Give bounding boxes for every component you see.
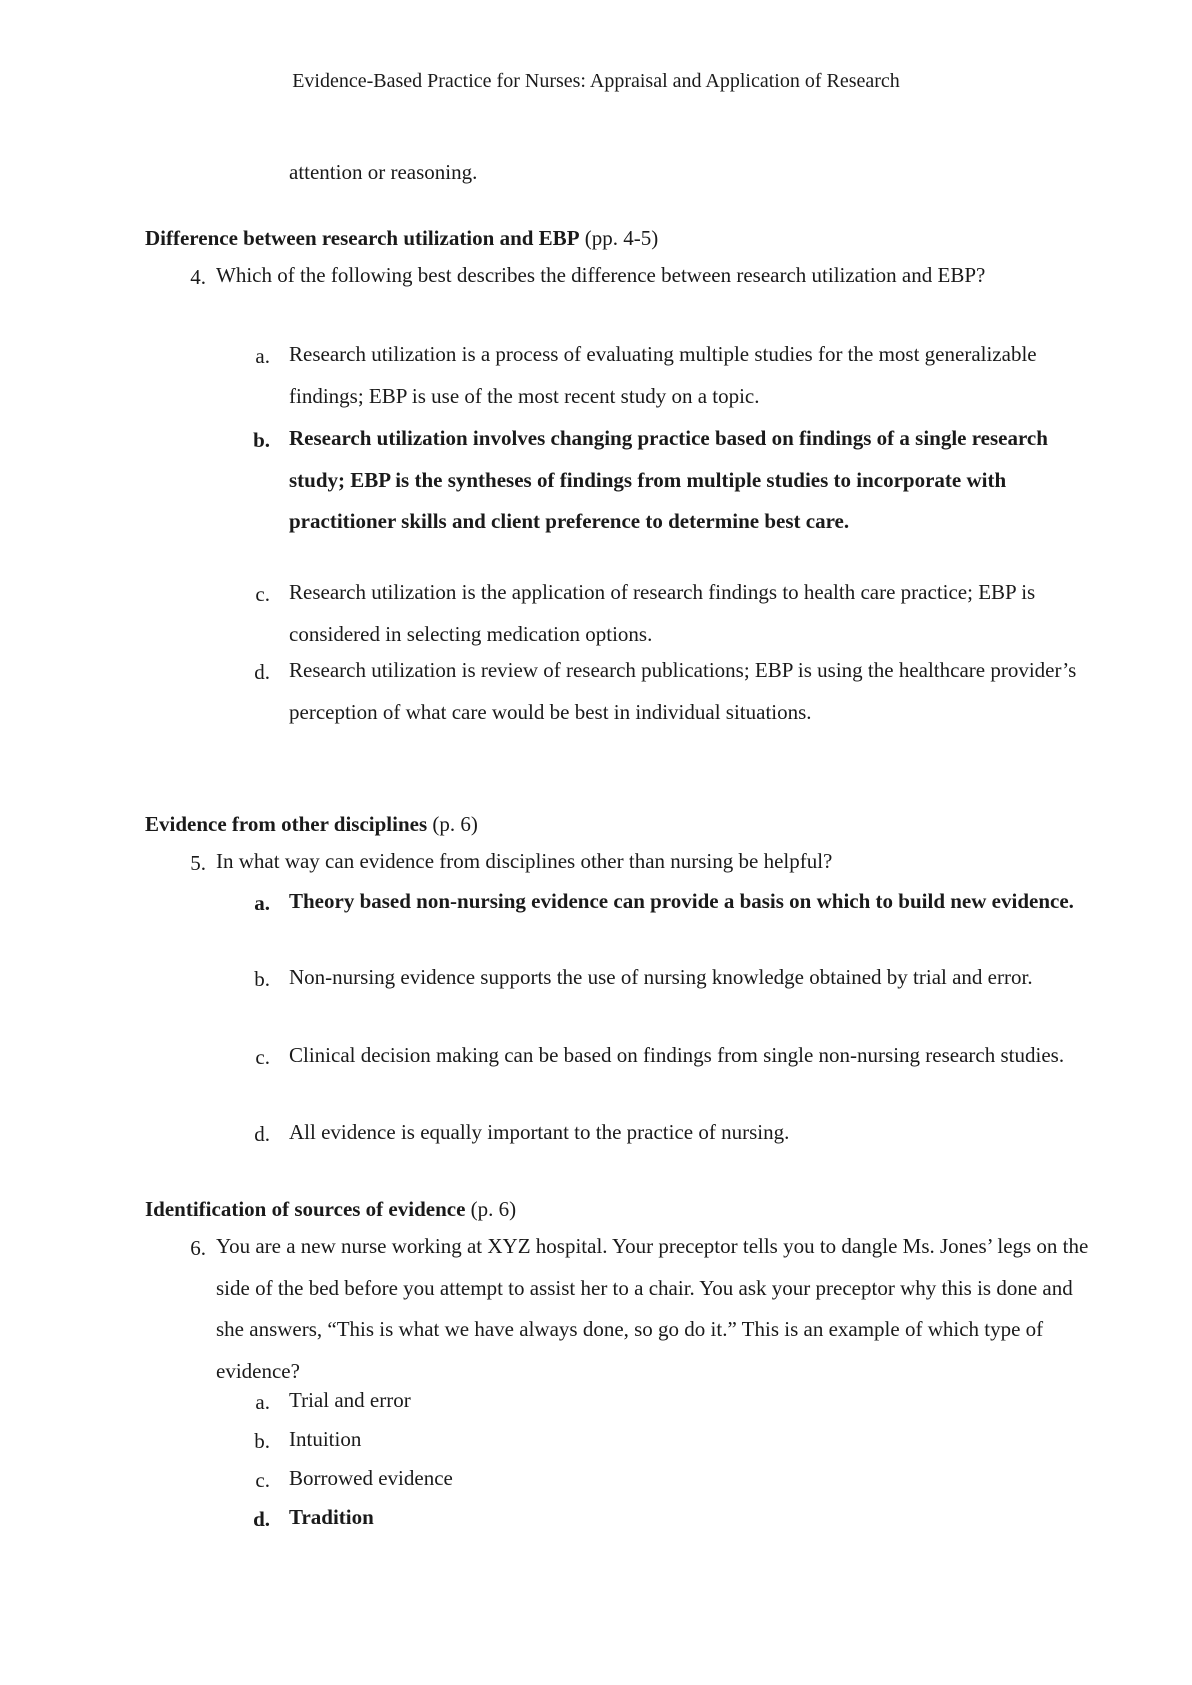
option-letter: c. bbox=[255, 1468, 270, 1492]
option-letter: c. bbox=[255, 582, 270, 606]
option-letter-correct: b. bbox=[253, 428, 270, 452]
option-letter: d. bbox=[254, 1122, 270, 1146]
option-text: All evidence is equally important to the practice of nursing. bbox=[289, 1120, 790, 1144]
option-letter: a. bbox=[255, 1390, 270, 1414]
option-letter: c. bbox=[255, 1045, 270, 1069]
running-header: Evidence-Based Practice for Nurses: Appraisal and Application of Research bbox=[292, 70, 900, 92]
option-letter: a. bbox=[255, 344, 270, 368]
section-heading-pages: (pp. 4-5) bbox=[579, 226, 659, 250]
section-heading-title: Evidence from other disciplines bbox=[145, 812, 428, 836]
option-text: Research utilization is a process of evaluating multiple studies for the most generalizable findings; EBP is use of the most recent study on a topic. bbox=[289, 342, 1037, 408]
question-number: 6. bbox=[190, 1236, 206, 1260]
option-text: Clinical decision making can be based on findings from single non-nursing research studies. bbox=[289, 1043, 1065, 1067]
section-heading-pages: (p. 6) bbox=[465, 1197, 517, 1221]
section-heading bbox=[145, 226, 658, 251]
option-text: Research utilization is review of research publications; EBP is using the healthcare provider’s perception of what care would be best in individual situations. bbox=[289, 658, 1077, 724]
question-number: 4. bbox=[190, 265, 206, 289]
option-letter: b. bbox=[254, 1429, 270, 1453]
option-text: Non-nursing evidence supports the use of nursing knowledge obtained by trial and error. bbox=[289, 965, 1033, 989]
continued-text: attention or reasoning. bbox=[289, 160, 478, 184]
question-number: 5. bbox=[190, 851, 206, 875]
option-letter: d. bbox=[254, 660, 270, 684]
option-text: Intuition bbox=[289, 1427, 362, 1451]
option-text: Trial and error bbox=[289, 1388, 411, 1412]
option-text-correct: Research utilization involves changing practice based on findings of a single research study; EBP is the syntheses of findings from multiple studies to incorporate with practitioner skills and client preference to determine best care. bbox=[289, 426, 1048, 533]
section-heading-pages: (p. 6) bbox=[427, 812, 478, 836]
option-text: Borrowed evidence bbox=[289, 1466, 453, 1490]
section-heading bbox=[145, 812, 478, 837]
section-heading-title: Identification of sources of evidence bbox=[145, 1197, 466, 1221]
option-letter-correct: d. bbox=[253, 1507, 270, 1531]
section-heading bbox=[145, 1197, 516, 1222]
option-text: Research utilization is the application of research findings to health care practice; EBP is considered in selecting medication options. bbox=[289, 580, 1036, 646]
option-letter: b. bbox=[254, 967, 270, 991]
option-text-correct: Theory based non-nursing evidence can provide a basis on which to build new evidence. bbox=[289, 889, 1074, 913]
section-heading-title: Difference between research utilization and EBP bbox=[145, 226, 580, 250]
question-text: You are a new nurse working at XYZ hospital. Your preceptor tells you to dangle Ms. Jones’ legs on the side of the bed before you attempt to assist her to a chair. You ask your preceptor why this is done and she answers, “This is what we have always done, so go do it.” This is an example of which type of evidence? bbox=[216, 1234, 1089, 1383]
option-letter-correct: a. bbox=[254, 891, 270, 915]
question-text: In what way can evidence from disciplines other than nursing be helpful? bbox=[216, 849, 833, 873]
question-text: Which of the following best describes the difference between research utilization and EBP? bbox=[216, 263, 986, 287]
option-text-correct: Tradition bbox=[289, 1505, 374, 1529]
